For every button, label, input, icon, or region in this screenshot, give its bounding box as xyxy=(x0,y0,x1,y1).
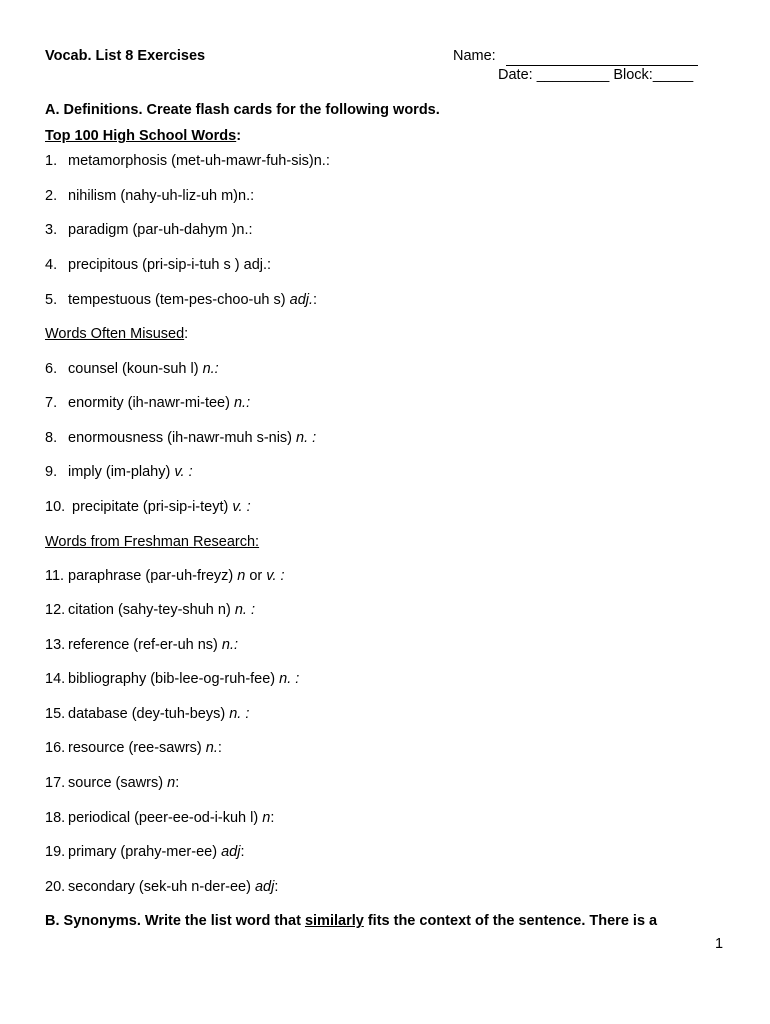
section-a-heading: A. Definitions. Create flash cards for the following words. xyxy=(45,102,440,118)
group-heading-top100: Top 100 High School Words: xyxy=(45,128,242,144)
page-number: 1 xyxy=(715,936,724,952)
block-label: Block: xyxy=(613,67,653,83)
block-blank: _____ xyxy=(652,67,694,83)
name-blank xyxy=(506,47,698,66)
section-b-heading: B. Synonyms. Write the list word that similarly fits the context of the sentence. There is a xyxy=(45,913,658,929)
name-field xyxy=(453,47,698,66)
date-label: Date: xyxy=(498,67,533,83)
date-blank: _________ xyxy=(536,67,610,83)
group-heading-freshman: Words from Freshman Research: xyxy=(45,534,260,550)
group-heading-misused: Words Often Misused: xyxy=(45,326,189,342)
worksheet-title: Vocab. List 8 Exercises xyxy=(45,48,206,64)
name-label: Name: xyxy=(453,48,496,64)
date-block-field xyxy=(498,66,693,84)
